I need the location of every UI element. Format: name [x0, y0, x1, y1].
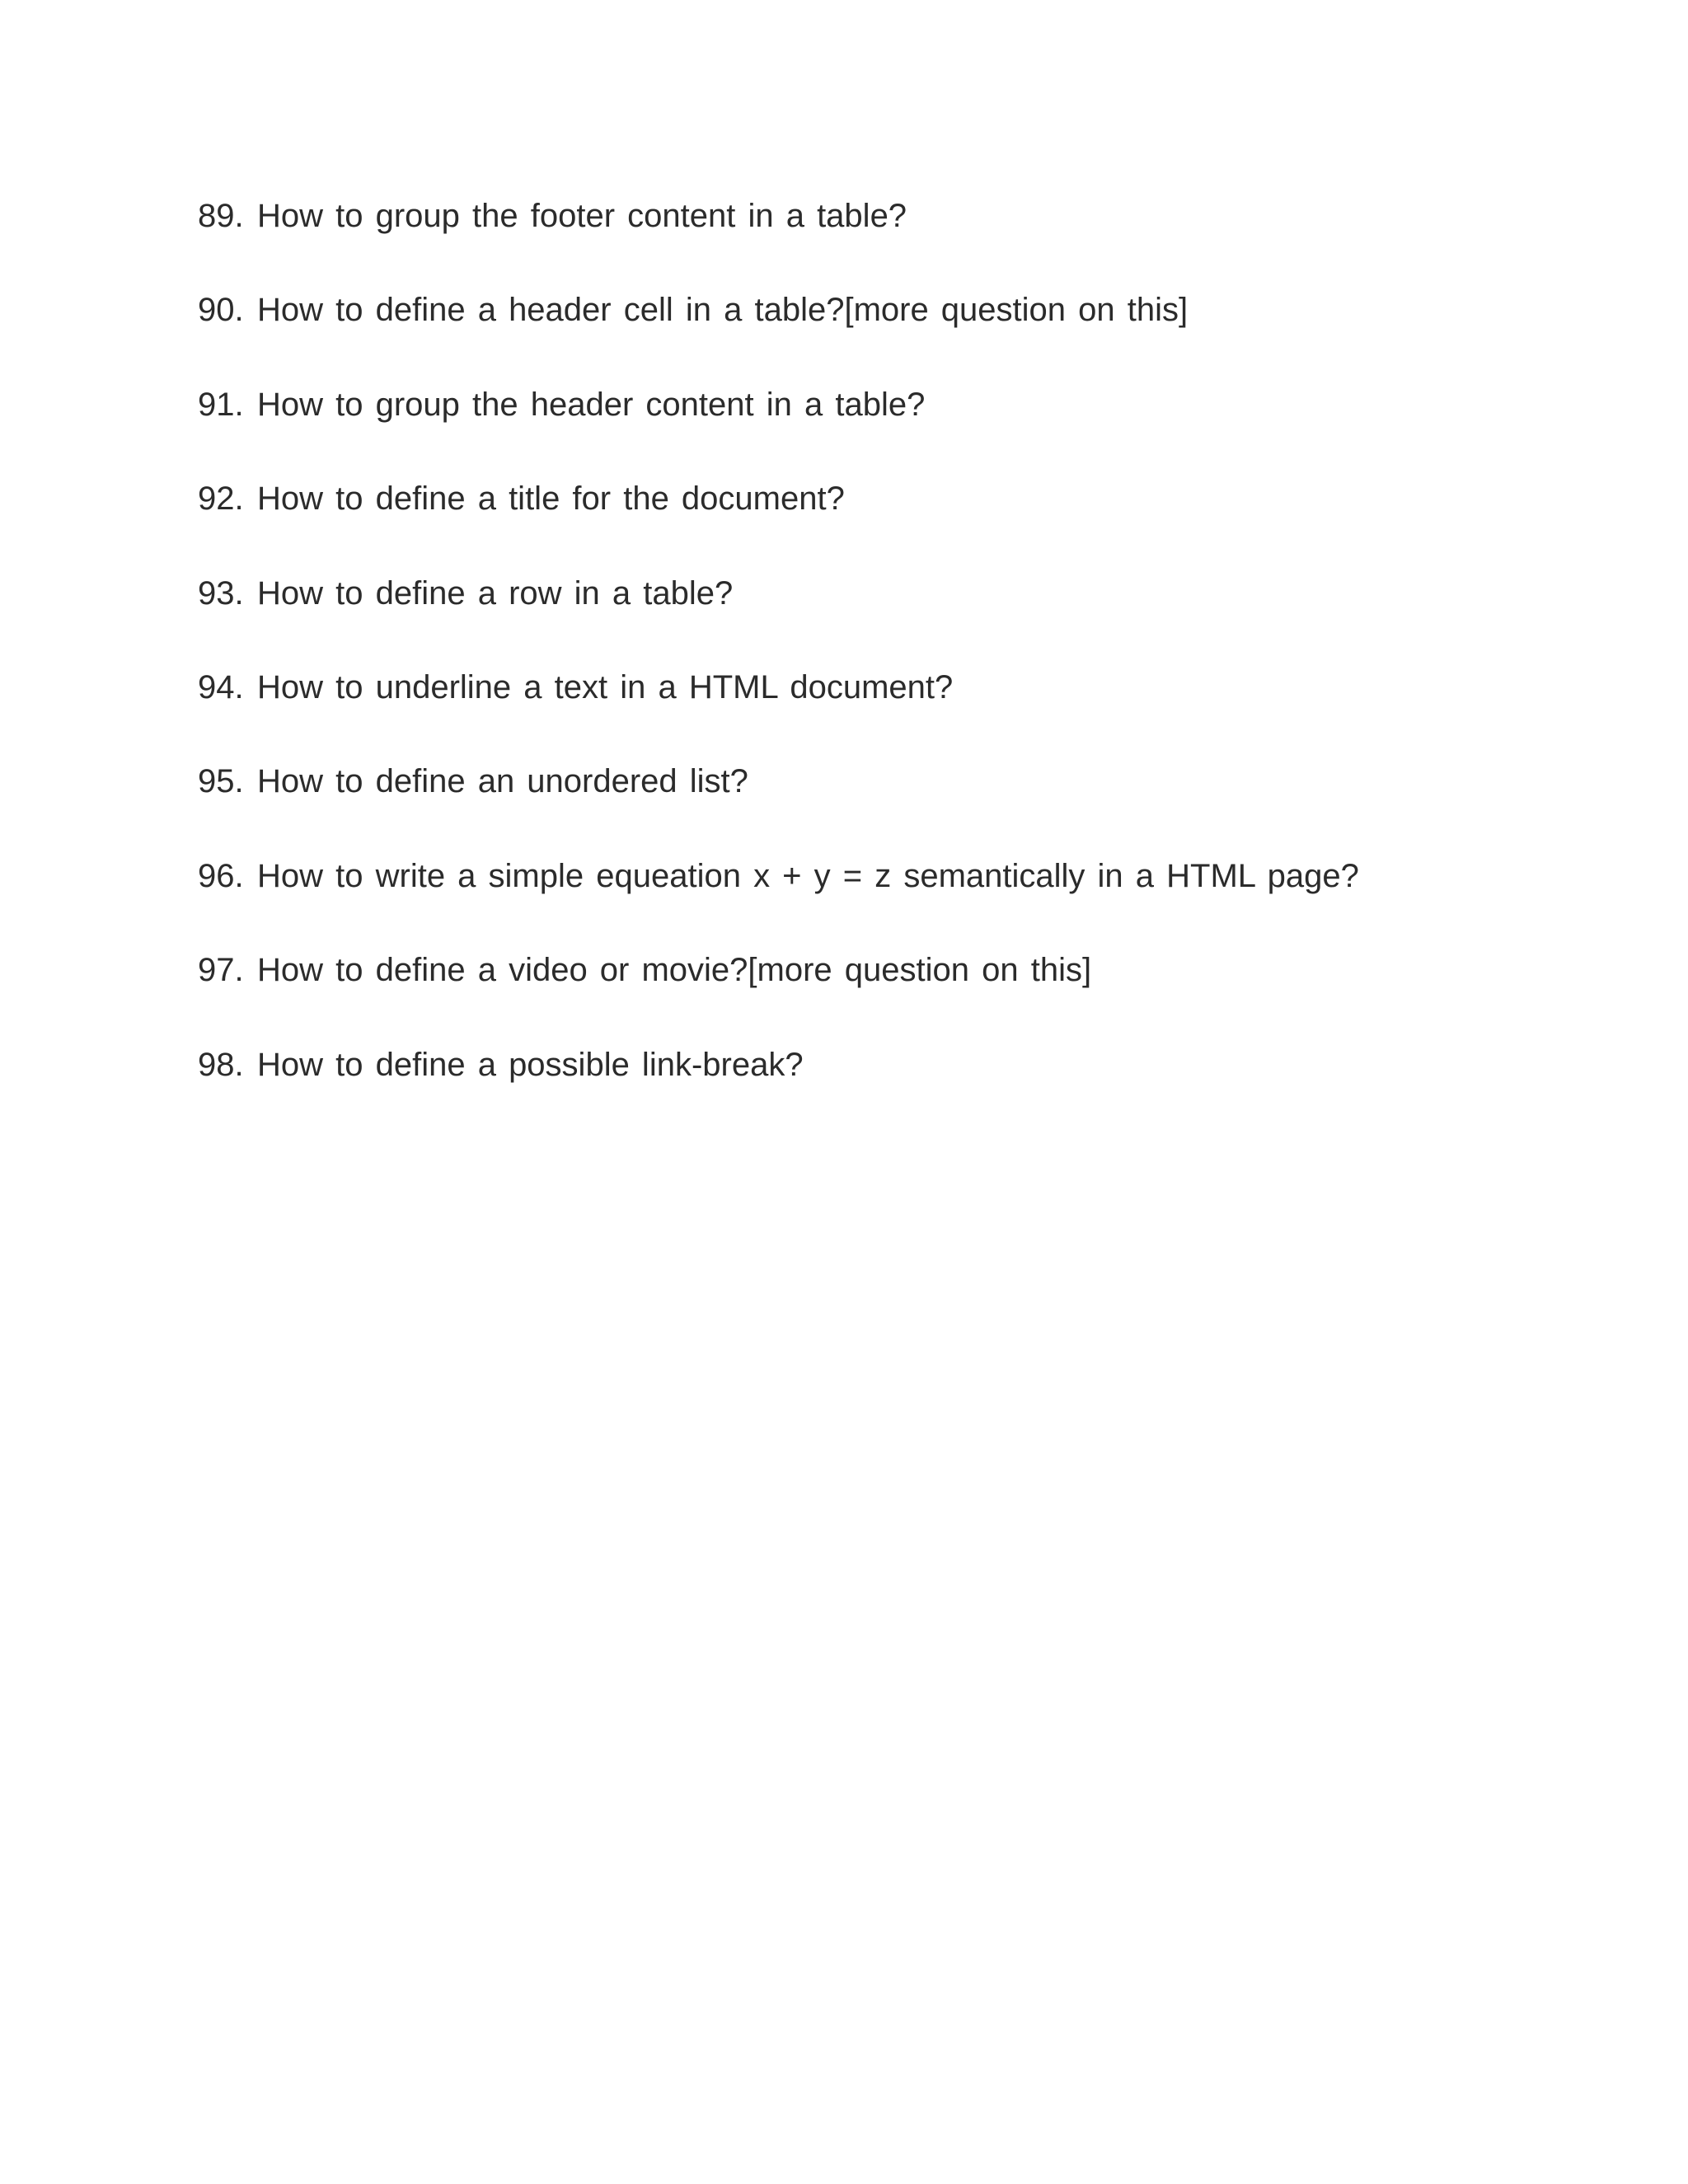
question-item-92 [198, 474, 1550, 568]
question-text: How to define a video or movie?[more question on this] [257, 952, 1092, 989]
question-number: 96. [198, 857, 244, 894]
question-number: 91. [198, 386, 244, 423]
question-text: How to define a row in a table? [257, 574, 734, 612]
question-item-90 [198, 285, 1550, 379]
question-item-95 [198, 757, 1550, 851]
question-text: How to group the header content in a table? [257, 386, 926, 423]
question-number: 89. [198, 198, 244, 234]
question-text: How to define a title for the document? [257, 480, 845, 518]
question-list [198, 191, 1550, 1134]
question-item-97 [198, 945, 1550, 1039]
question-item-94 [198, 663, 1550, 757]
question-item-93 [198, 569, 1550, 663]
question-number: 94. [198, 668, 244, 705]
question-item-89 [198, 191, 1550, 285]
question-number: 92. [198, 480, 244, 518]
question-number: 97. [198, 952, 244, 989]
question-item-98 [198, 1040, 1550, 1134]
question-text: How to define a possible link-break? [257, 1046, 804, 1083]
question-text: How to write a simple equeation x + y = z semantically in a HTML page? [257, 857, 1359, 894]
question-text: How to define an unordered list? [257, 763, 748, 800]
question-number: 95. [198, 763, 244, 800]
question-item-96 [198, 851, 1550, 945]
question-number: 90. [198, 292, 244, 329]
question-text: How to underline a text in a HTML document? [257, 668, 954, 705]
question-item-91 [198, 380, 1550, 474]
question-text: How to define a header cell in a table?[more question on this] [257, 292, 1189, 329]
question-text: How to group the footer content in a table? [257, 198, 907, 234]
question-number: 93. [198, 574, 244, 612]
question-number: 98. [198, 1046, 244, 1083]
